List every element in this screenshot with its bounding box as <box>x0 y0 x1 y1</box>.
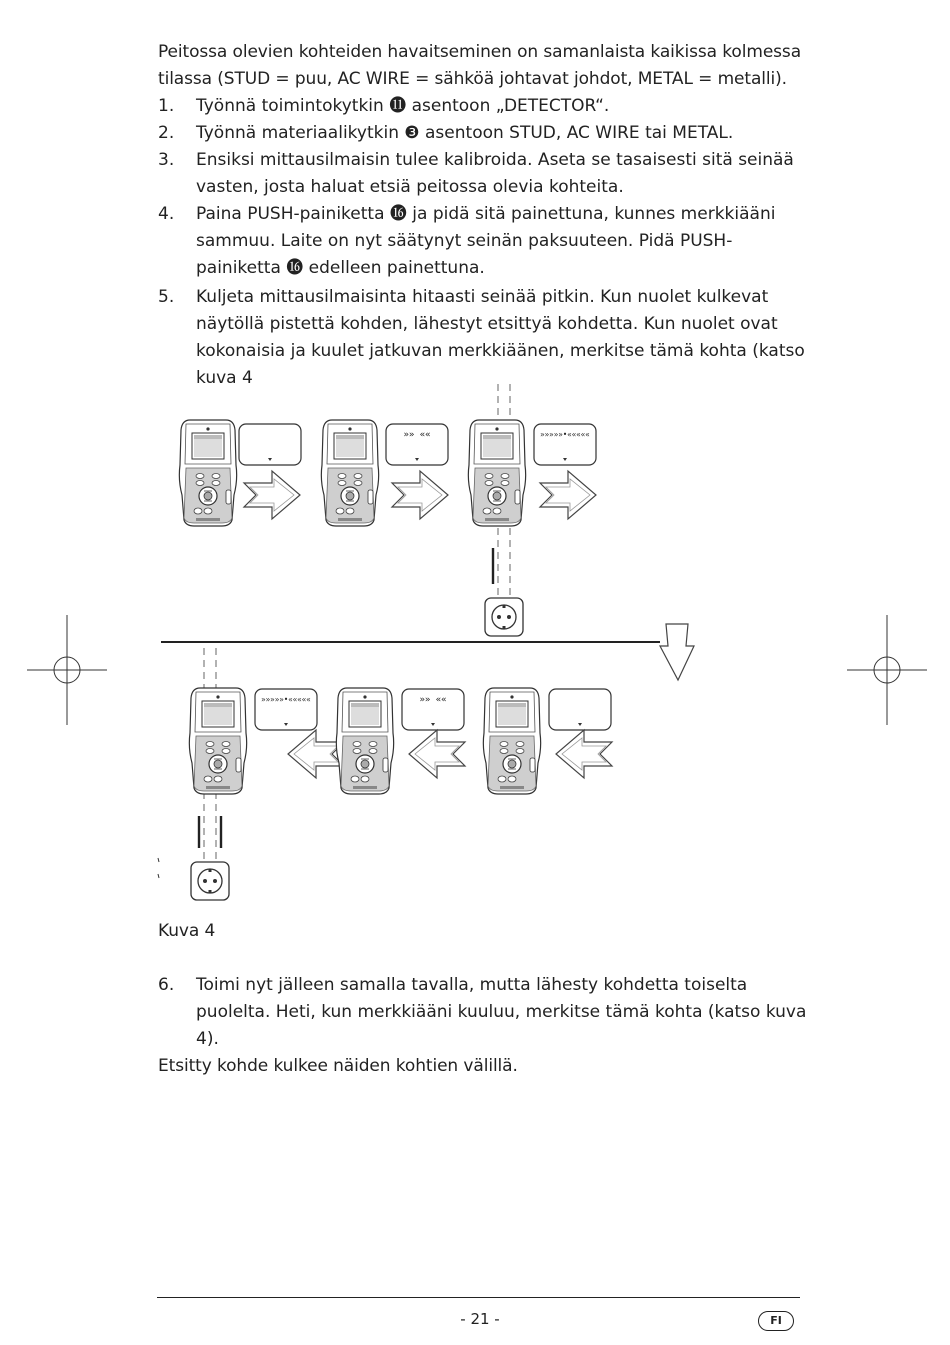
step-5-text: Kuljeta mittausilmaisinta hitaasti seinää pitkin. Kun nuolet kulkevat näytöllä pistettä kohden, lähestyt etsittyä kohdetta. Kun nuolet ovat kokonaisia ja kuulet jatkuvan merkkiäänen, merkitse tämä kohta (katso kuva 4 <box>196 287 805 388</box>
step-4-text: Paina PUSH-painiketta ⓰ ja pidä sitä painettuna, kunnes merkkiääni sammuu. Laite on nyt säätynyt seinän paksuuteen. Pidä PUSH-painiketta ⓰ edelleen painettuna. <box>196 204 776 278</box>
step-6-text: Toimi nyt jälleen samalla tavalla, mutta lähesty kohdetta toiselta puolelta. Heti, kun merkkiääni kuuluu, merkitse tämä kohta (katso kuva 4). <box>196 975 807 1049</box>
display-text-top-2: »» «« <box>403 430 431 440</box>
conclusion-paragraph: Etsitty kohde kulkee näiden kohtien välillä. <box>158 1056 518 1076</box>
step-6-number: 6. <box>158 975 175 995</box>
display-text-bottom-1: »»»»»•««««« <box>261 695 311 704</box>
intro-paragraph: Peitossa olevien kohteiden havaitseminen on samanlaista kaikissa kolmessa tilassa (STUD = puu, AC WIRE = sähköä johtavat johdot, METAL = metalli). <box>158 42 802 89</box>
step-3-number: 3. <box>158 150 175 170</box>
step-2-text: Työnnä materiaalikytkin ❸ asentoon STUD, AC WIRE tai METAL. <box>196 123 734 143</box>
footer-rule <box>157 1297 800 1298</box>
figure-caption: Kuva 4 <box>158 921 216 941</box>
display-text-bottom-2: »» «« <box>419 695 447 705</box>
step-5-number: 5. <box>158 287 175 307</box>
step-1-text: Työnnä toimintokytkin ⓫ asentoon „DETECTOR“. <box>196 96 610 116</box>
page-number: - 21 - <box>460 1310 500 1328</box>
step-4-number: 4. <box>158 204 175 224</box>
language-badge: FI <box>758 1311 794 1331</box>
step-3-text: Ensiksi mittausilmaisin tulee kalibroida. Aseta se tasaisesti sitä seinää vasten, josta haluat etsiä peitossa olevia kohteita. <box>196 150 794 197</box>
step-2-number: 2. <box>158 123 175 143</box>
display-text-top-3: »»»»»•««««« <box>540 430 590 439</box>
step-1-number: 1. <box>158 96 175 116</box>
